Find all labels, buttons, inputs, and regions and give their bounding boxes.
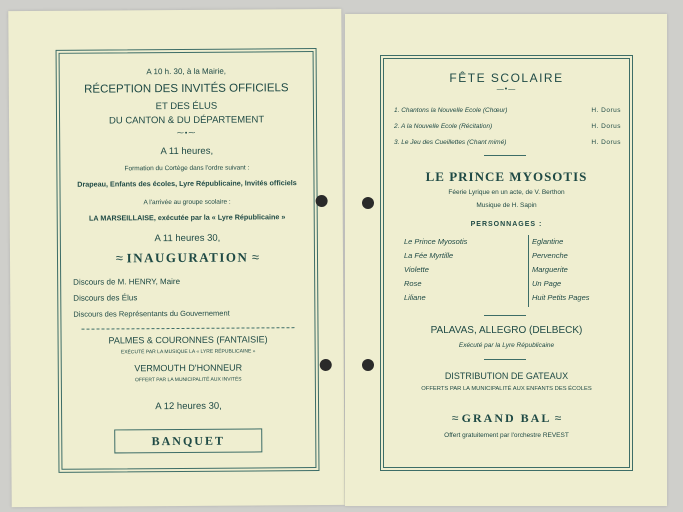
distribution-subtitle: OFFERTS PAR LA MUNICIPALITÉ AUX ENFANTS DES ÉCOLES [421, 386, 592, 392]
left-page-frame [59, 51, 317, 470]
grand-bal-subtitle: Offert gratuitement par l'orchestre REVEST [444, 432, 569, 439]
character-right-3: Marguerite [532, 265, 568, 274]
binder-hole-top-right [362, 197, 374, 209]
title-ornament: —•— [496, 86, 517, 93]
cortege-order: Drapeau, Enfants des écoles, Lyre Républicaine, Invités officiels [77, 178, 297, 189]
bal-left-flourish-icon: ≈ [451, 411, 459, 425]
short-divider-2 [484, 315, 526, 316]
song-3 [394, 139, 621, 146]
grand-bal-heading [384, 411, 629, 426]
palavas-subtitle: Exécuté par la Lyre Républicaine [458, 342, 555, 349]
character-left-2: La Fée Myrtille [404, 251, 454, 260]
character-right-1: Eglantine [532, 237, 564, 246]
short-divider-3 [484, 359, 526, 360]
song-3-title: 3. Le Jeu des Cueillettes (Chant mimé) [394, 139, 507, 146]
song-2-title: 2. A la Nouvelle Ecole (Récitation) [394, 123, 493, 130]
palavas-title: PALAVAS, ALLEGRO (DELBECK) [430, 325, 583, 336]
time-11: A 11 heures, [160, 145, 214, 158]
inauguration-heading [61, 249, 314, 267]
groupe-line: A l'arrivée au groupe scolaire : [143, 198, 231, 207]
fete-title: FÊTE SCOLAIRE [449, 71, 564, 85]
song-2-composer: H. Dorus [591, 123, 621, 130]
play-subtitle: Féerie Lyrique en un acte, de V. Berthon [448, 189, 565, 196]
right-page-frame [383, 58, 630, 468]
song-2 [394, 123, 621, 130]
banquet-title: BANQUET [151, 433, 225, 448]
left-flourish-icon: ≈ [115, 250, 124, 266]
character-right-2: Pervenche [532, 251, 568, 260]
reception-title: RÉCEPTION DES INVITÉS OFFICIELS [84, 82, 289, 96]
binder-hole-bottom-right [362, 359, 374, 371]
grand-bal-title: GRAND BAL [461, 411, 552, 425]
bal-right-flourish-icon: ≈ [554, 411, 562, 425]
palmes-title: PALMES & COURONNES (FANTAISIE) [108, 334, 268, 346]
personnages-label: PERSONNAGES : [470, 221, 543, 228]
character-right-4: Un Page [532, 279, 562, 288]
vermouth-title: VERMOUTH D'HONNEUR [134, 362, 243, 374]
right-flourish-icon: ≈ [251, 249, 260, 265]
character-left-5: Liliane [404, 293, 426, 302]
cortege-line: Formation du Cortège dans l'ordre suivant : [124, 164, 250, 173]
ornament-divider: ⁓•⁓ [176, 129, 197, 137]
character-right-5: Huit Petits Pages [532, 293, 590, 302]
inauguration-title: INAUGURATION [126, 249, 249, 266]
discours-elus: Discours des Élus [73, 293, 138, 303]
discours-maire: Discours de M. HENRY, Maire [73, 276, 181, 287]
binder-hole-bottom-left [320, 359, 332, 371]
banquet-box [114, 428, 262, 453]
right-page [345, 14, 667, 506]
character-left-4: Rose [404, 279, 422, 288]
time-12: A 12 heures 30, [155, 400, 222, 413]
short-divider [484, 155, 526, 156]
play-title: LE PRINCE MYOSOTIS [425, 169, 588, 184]
song-1-composer: H. Dorus [591, 107, 621, 114]
section-divider [81, 327, 294, 329]
time-1130: A 11 heures 30, [154, 232, 221, 245]
reception-elus: ET DES ÉLUS [155, 100, 218, 113]
character-left-3: Violette [404, 265, 429, 274]
song-3-composer: H. Dorus [591, 139, 621, 146]
play-music: Musique de H. Sapin [476, 202, 537, 209]
characters-divider [528, 235, 529, 307]
left-page [8, 9, 344, 507]
discours-gouvernement: Discours des Représentants du Gouvernement [73, 308, 230, 319]
character-left-1: Le Prince Myosotis [404, 237, 468, 246]
distribution-title: DISTRIBUTION DE GATEAUX [444, 371, 569, 381]
binder-hole-top-left [316, 195, 328, 207]
song-1-title: 1. Chantons la Nouvelle Ecole (Chœur) [394, 107, 508, 114]
marseillaise-line: LA MARSEILLAISE, exécutée par la « Lyre Républicaine » [88, 212, 286, 223]
song-1 [394, 107, 621, 114]
palmes-subtitle: EXÉCUTÉ PAR LA MUSIQUE LA « LYRE RÉPUBLICAINE » [120, 348, 256, 356]
reception-canton: DU CANTON & DU DÉPARTEMENT [108, 114, 265, 127]
mairie-time: A 10 h. 30, à la Mairie, [146, 66, 227, 77]
vermouth-subtitle: OFFERT PAR LA MUNICIPALITÉ AUX INVITÉS [135, 376, 242, 384]
